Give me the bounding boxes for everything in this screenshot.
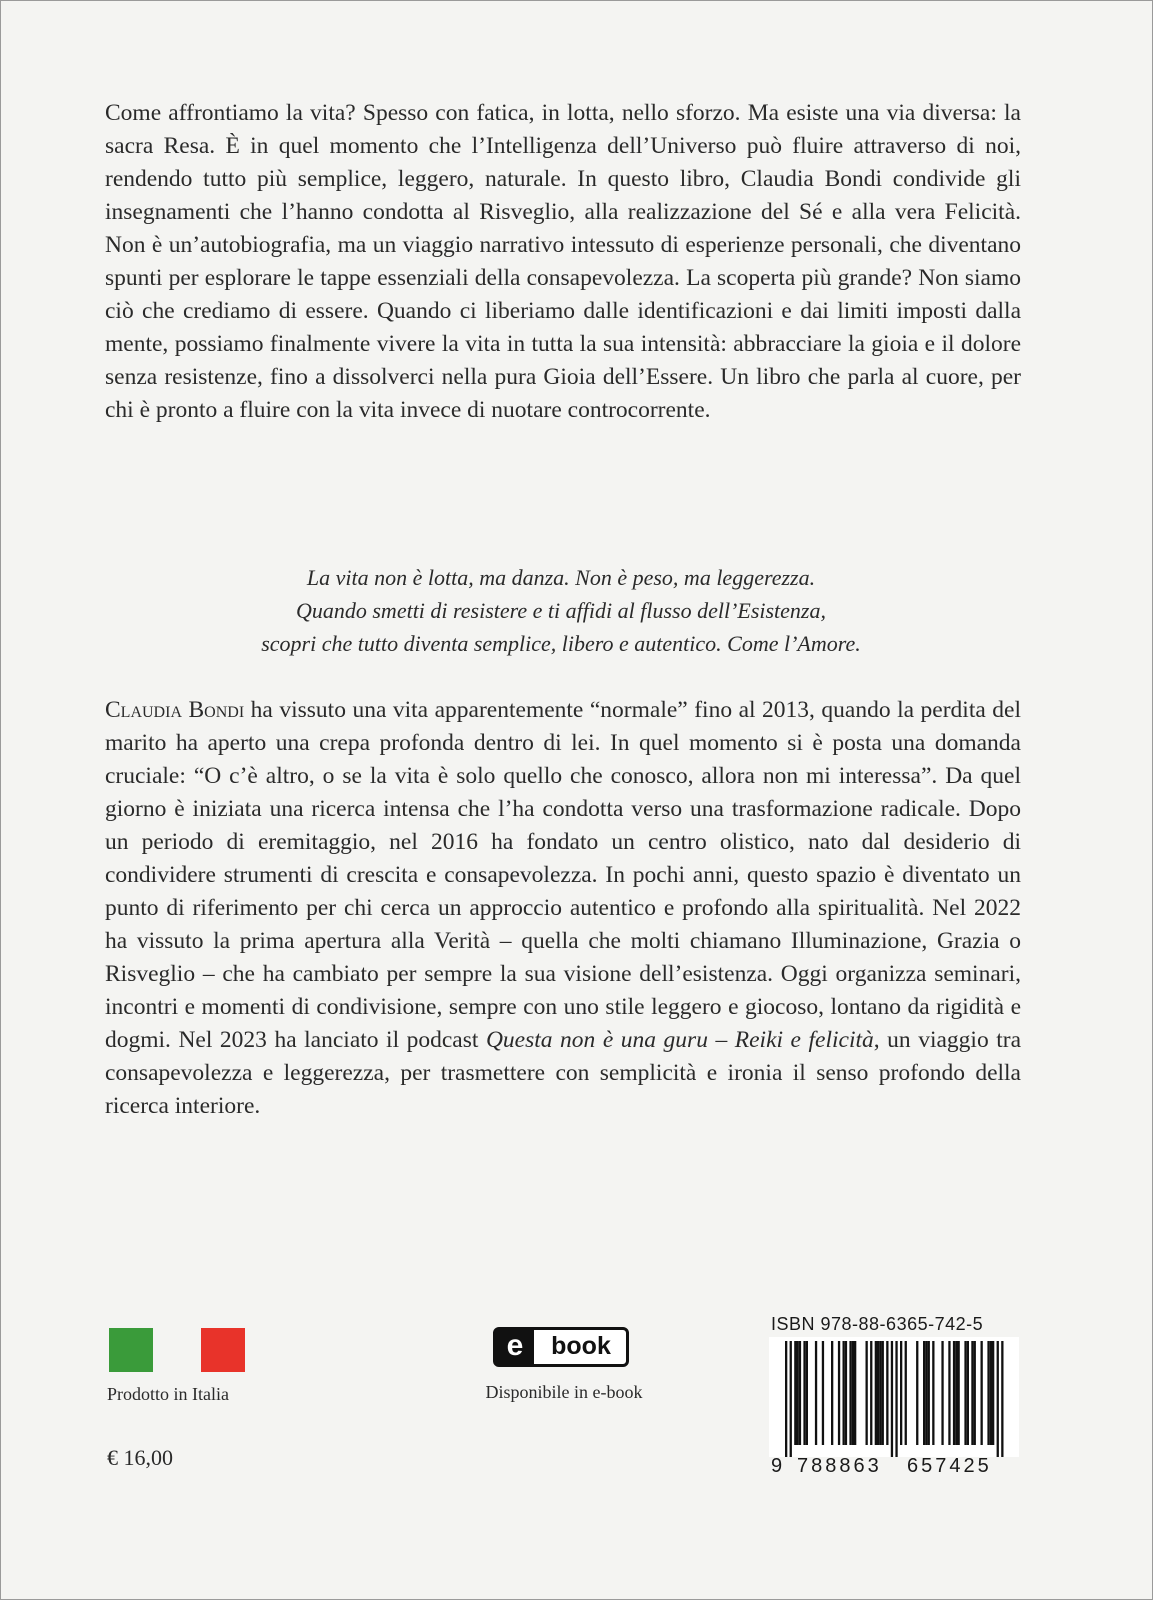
barcode-bar xyxy=(886,1341,888,1445)
barcode-bar xyxy=(925,1341,927,1445)
price: € 16,00 xyxy=(107,1445,173,1470)
barcode-bar xyxy=(822,1341,824,1445)
author-name: Claudia Bondi xyxy=(105,697,245,723)
barcode-bar xyxy=(997,1341,999,1457)
barcode-bar xyxy=(806,1341,808,1445)
barcode-bar xyxy=(900,1341,902,1445)
barcode-bar xyxy=(958,1341,960,1445)
barcode-bar xyxy=(971,1341,973,1445)
barcode-bar xyxy=(990,1341,992,1445)
barcode-digits-right: 657425 xyxy=(907,1455,992,1477)
quote-line: Quando smetti di resistere e ti affidi al flusso dell’Esistenza, xyxy=(295,598,826,623)
barcode-bar xyxy=(849,1341,851,1445)
italy-flag-red-square xyxy=(201,1328,245,1372)
barcode-bar xyxy=(992,1341,994,1445)
barcode-bar xyxy=(964,1341,966,1445)
barcode-bars xyxy=(769,1337,1019,1457)
barcode-bar xyxy=(843,1341,845,1445)
barcode-bar xyxy=(923,1341,925,1445)
barcode-bar xyxy=(928,1341,930,1445)
barcode-bar xyxy=(790,1341,792,1457)
barcode-bar xyxy=(845,1341,847,1445)
barcode-bar xyxy=(797,1341,799,1445)
barcode-bar xyxy=(916,1341,918,1445)
barcode-bar xyxy=(785,1341,787,1457)
barcode-bar xyxy=(941,1341,943,1445)
isbn-barcode xyxy=(769,1337,1019,1457)
quote-line: scopri che tutto diventa semplice, libero e autentico. Come l’Amore. xyxy=(261,631,861,656)
barcode-bar xyxy=(815,1341,817,1445)
barcode-bar xyxy=(905,1341,907,1445)
barcode-bar xyxy=(854,1341,856,1445)
barcode-bar xyxy=(794,1341,796,1445)
barcode-bar xyxy=(803,1341,805,1445)
barcode-bar xyxy=(882,1341,884,1445)
author-bio xyxy=(105,694,1021,1123)
barcode-bar xyxy=(895,1341,897,1457)
barcode-bar xyxy=(932,1341,934,1445)
ebook-availability-label: Disponibile in e-book xyxy=(485,1382,643,1402)
barcode-bar xyxy=(974,1341,976,1445)
ebook-logo xyxy=(493,1327,629,1367)
barcode-bar xyxy=(870,1341,872,1445)
barcode-bar xyxy=(948,1341,950,1445)
barcode-bar xyxy=(891,1341,893,1457)
barcode-bar xyxy=(875,1341,877,1445)
ebook-logo-e: e xyxy=(496,1330,534,1364)
barcode-bar xyxy=(838,1341,840,1445)
book-blurb: Come affrontiamo la vita? Spesso con fatica, in lotta, nello sforzo. Ma esiste una via diversa: la sacra Resa. È in quel momento che l’Intelligenza dell’Universo può fluire attraverso di noi, rendendo tutto più semplice, leggero, naturale. In questo libro, Claudia Bondi condivide gli insegnamenti che l’hanno condotta al Risveglio, alla realizzazione del Sé e alla vera Felicità. Non è un’autobiografia, ma un viaggio narrativo intessuto di esperienze personali, che diventano spunti per esplorare le tappe essenziali della consapevolezza. La scoperta più grande? Non siamo ciò che crediamo di essere. Quando ci liberiamo dalle identificazioni e dai limiti imposti dalla mente, possiamo finalmente vivere la vita in tutta la sua intensità: abbracciare la gioia e il dolore senza resistenze, fino a dissolverci nella pura Gioia dell’Essere. Un libro che parla al cuore, per chi è pronto a fluire con la vita invece di nuotare controcorrente. xyxy=(105,100,1021,423)
barcode-bar xyxy=(981,1341,983,1445)
barcode-bar xyxy=(799,1341,801,1445)
barcode-bar xyxy=(953,1341,955,1445)
barcode-digit-first: 9 xyxy=(771,1455,783,1477)
italy-flag-green-square xyxy=(109,1328,153,1372)
ebook-logo-word: book xyxy=(551,1332,611,1360)
barcode-bar xyxy=(852,1341,854,1445)
barcode-bar xyxy=(967,1341,969,1445)
bio-text: ha vissuto una vita apparentemente “normale” fino al 2013, quando la perdita del marito ha aperto una crepa profonda dentro di lei. In quel momento si è posta una domanda cruciale: “O c’è altro, o se la vita è solo quello che conosco, allora non mi interessa”. Da quel giorno è iniziata una ricerca intensa che l’ha condotta verso una trasformazione radicale. Dopo un periodo di eremitaggio, nel 2016 ha fondato un centro olistico, nato dal desiderio di condividere strumenti di crescita e consapevolezza. In pochi anni, questo spazio è diventato un punto di riferimento per chi cerca un approccio autentico e profondo alla spiritualità. Nel 2022 ha vissuto la prima apertura alla Verità – quella che molti chiamano Illuminazione, Grazia o Risveglio – che ha cambiato per sempre la sua visione dell’esistenza. Oggi organizza seminari, incontri e momenti di condivisione, sempre con uno stile leggero e giocoso, lontano da rigidità e dogmi. Nel 2023 ha lanciato il podcast xyxy=(105,697,1021,1053)
barcode-bar xyxy=(877,1341,879,1445)
made-in-italy-label: Prodotto in Italia xyxy=(107,1384,229,1404)
barcode-bar xyxy=(987,1341,989,1445)
epigraph-quote xyxy=(151,561,971,660)
barcode-bar xyxy=(955,1341,957,1445)
barcode-bar xyxy=(879,1341,881,1445)
bio-text-end: , un viaggio tra consapevolezza e leggerezza, per trasmettere con semplicità e ironia il senso profondo della ricerca interiore. xyxy=(105,1027,1022,1119)
barcode-bar xyxy=(866,1341,868,1445)
isbn-label: ISBN 978-88-6365-742-5 xyxy=(771,1314,984,1334)
quote-line: La vita non è lotta, ma danza. Non è peso, ma leggerezza. xyxy=(306,565,816,590)
barcode-digits-left: 788863 xyxy=(797,1455,882,1477)
barcode-bar xyxy=(1001,1341,1003,1457)
barcode-bar xyxy=(831,1341,833,1445)
podcast-title: Questa non è una guru – Reiki e felicità xyxy=(485,1027,874,1053)
